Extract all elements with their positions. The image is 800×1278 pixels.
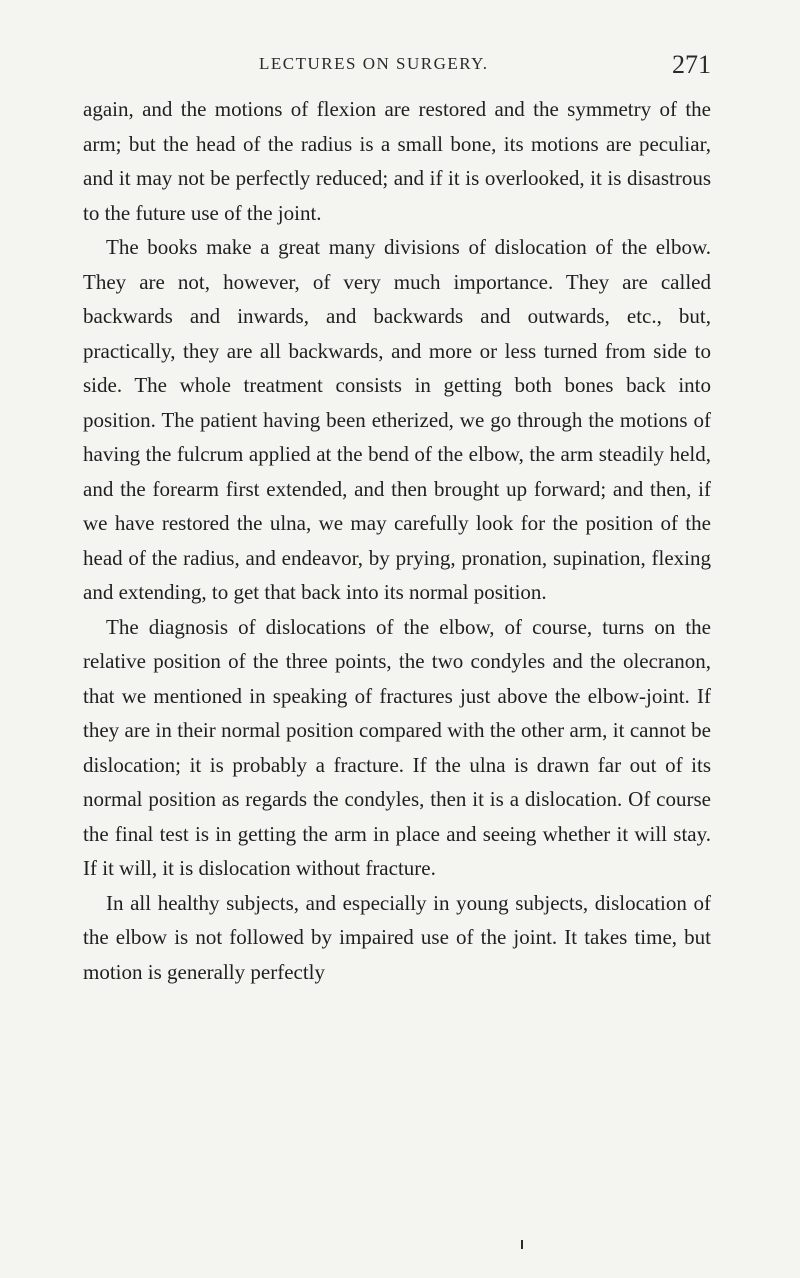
paragraph-diagnosis: The diagnosis of dislocations of the elbow, of course, turns on the relative position of the three points, the two condyles and the olecranon, that we mentioned in speaking of fractures just above the elbow-joint. If they are in their normal position compared with the other arm, it cannot be dislocation; it is probably a fracture. If the ulna is drawn far out of its normal position as regards the condyles, then it is a dislocation. Of course the final test is in getting the arm in place and seeing whether it will stay. If it will, it is dislocation without fracture. <box>83 614 711 880</box>
running-head <box>83 50 711 90</box>
paragraph-continuation: again, and the motions of flexion are restored and the symmetry of the arm; but the head of the radius is a small bone, its motions are peculiar, and it may not be perfectly reduced; and if it is overlooked, it is disastrous to the future use of the joint. <box>83 97 711 225</box>
running-title: LECTURES ON SURGERY. <box>259 54 489 73</box>
print-mark <box>521 1240 523 1249</box>
page-number: 271 <box>672 50 711 79</box>
paragraph-prognosis: In all healthy subjects, and especially in young subjects, dislocation of the elbow is not followed by impaired use of the joint. It takes time, but motion is generally perfectly <box>83 890 711 984</box>
paragraph-divisions: The books make a great many divisions of dislocation of the elbow. They are not, however, of very much importance. They are called backwards and inwards, and backwards and outwards, etc., but, practically, they are all backwards, and more or less turned from side to side. The whole treatment consists in getting both bones back into position. The patient having been etherized, we go through the motions of having the fulcrum applied at the bend of the elbow, the arm steadily held, and the forearm first extended, and then brought up forward; and then, if we have restored the ulna, we may carefully look for the position of the head of the radius, and endeavor, by prying, pronation, supination, flexing and extending, to get that back into its normal position. <box>83 235 711 604</box>
body-text <box>83 92 711 989</box>
